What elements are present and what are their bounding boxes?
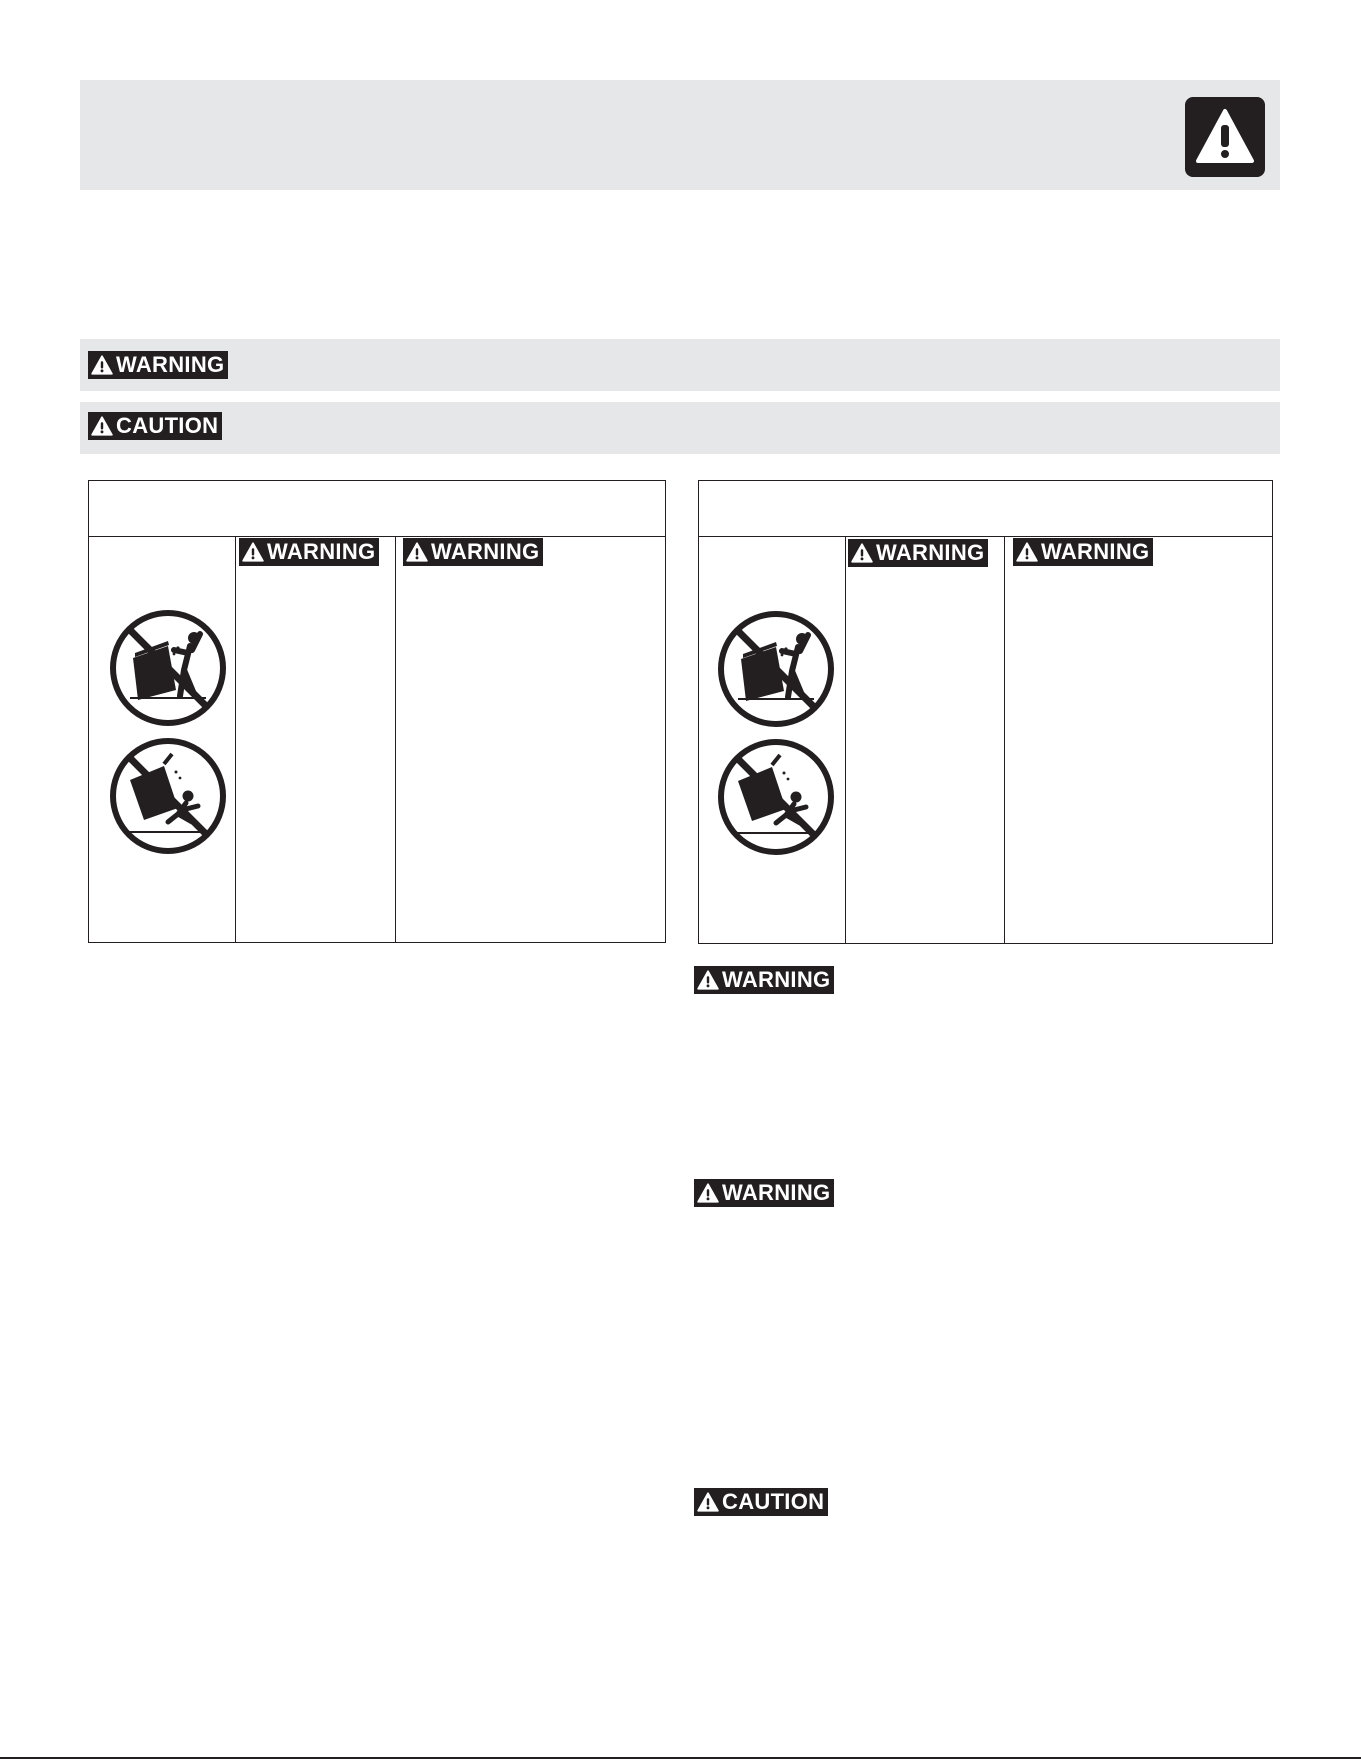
warning-signal-word: [1013, 538, 1153, 566]
warning-label: WARNING: [116, 352, 225, 377]
caution-label: CAUTION: [722, 1489, 825, 1514]
footer-rule: [0, 1757, 1361, 1759]
column-divider: [1004, 537, 1005, 943]
tip-over-box-header: [89, 481, 665, 537]
tip-over-prohibited-icon: [716, 609, 836, 729]
warning-signal-word: [694, 966, 834, 994]
column-divider: [395, 537, 396, 942]
alert-triangle-icon: [851, 543, 873, 563]
safety-alert-icon: [1185, 97, 1265, 177]
warning-label: WARNING: [431, 539, 540, 564]
warning-label: WARNING: [876, 540, 985, 565]
alert-triangle-icon: [1016, 542, 1038, 562]
alert-triangle-icon: [91, 416, 113, 436]
caution-label: CAUTION: [116, 413, 219, 438]
tip-over-prohibited-icon: [716, 737, 836, 857]
tip-over-box-left: [88, 480, 666, 943]
column-divider: [235, 537, 236, 942]
warning-signal-word: [88, 351, 228, 379]
tip-over-box-header: [699, 481, 1272, 537]
warning-signal-word: [403, 538, 543, 566]
warning-signal-word: [239, 538, 379, 566]
warning-label: WARNING: [267, 539, 376, 564]
tip-over-prohibited-icon: [108, 736, 228, 856]
tip-over-prohibited-icon: [108, 608, 228, 728]
alert-triangle-icon: [697, 970, 719, 990]
warning-signal-word: [848, 539, 988, 567]
header-band: [80, 80, 1280, 190]
warning-label: WARNING: [1041, 539, 1150, 564]
caution-signal-word: [88, 412, 222, 440]
warning-label: WARNING: [722, 967, 831, 992]
warning-definition-band: [80, 339, 1280, 391]
warning-label: WARNING: [722, 1180, 831, 1205]
alert-triangle-icon: [406, 542, 428, 562]
column-divider: [845, 537, 846, 943]
warning-signal-word: [694, 1179, 834, 1207]
caution-definition-band: [80, 402, 1280, 454]
alert-triangle-icon: [91, 355, 113, 375]
alert-triangle-icon: [242, 542, 264, 562]
tip-over-box-right: [698, 480, 1273, 944]
alert-triangle-icon: [697, 1183, 719, 1203]
caution-signal-word: [694, 1488, 828, 1516]
alert-triangle-icon: [697, 1492, 719, 1512]
